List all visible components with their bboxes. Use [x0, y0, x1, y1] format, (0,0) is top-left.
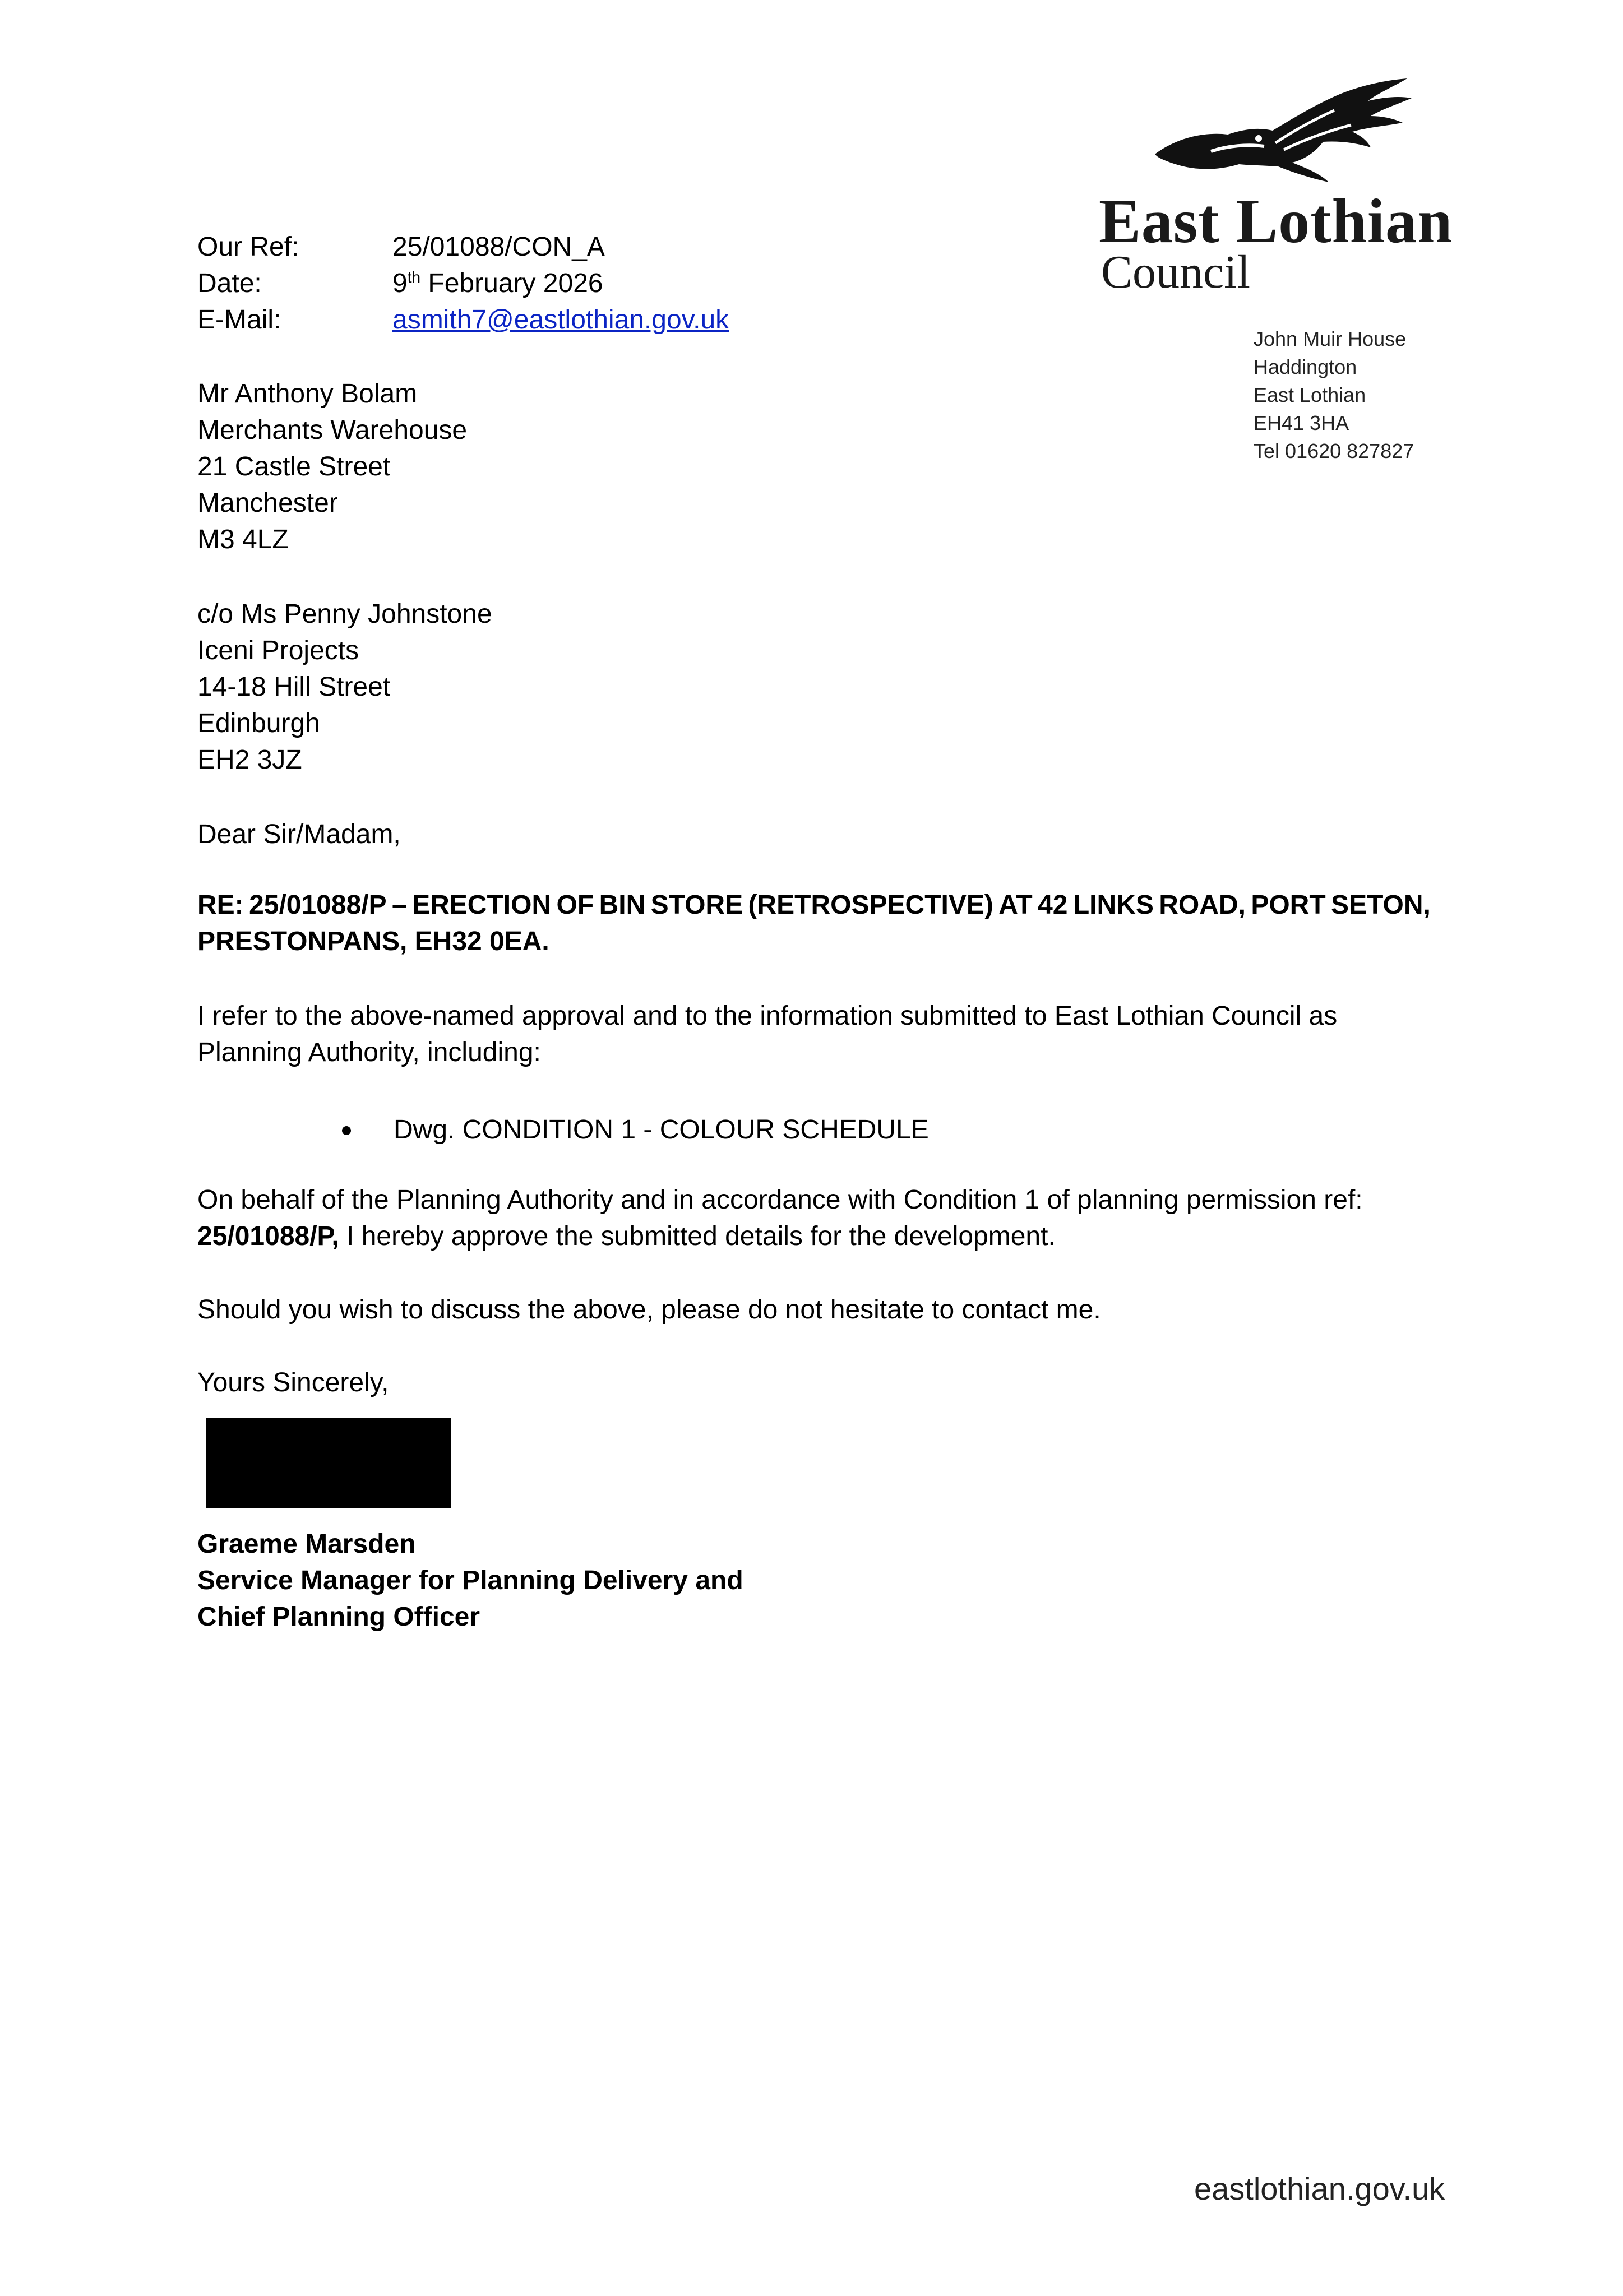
intro-line: Planning Authority, including: — [197, 1038, 541, 1067]
logo-wordmark-east-lothian: East Lothian — [1099, 187, 1453, 256]
subject-word: 25/01088/P — [249, 890, 387, 920]
closing: Yours Sincerely, — [197, 1368, 389, 1397]
salutation: Dear Sir/Madam, — [197, 820, 401, 849]
approval-ref: 25/01088/P, — [197, 1221, 339, 1251]
council-address-line: John Muir House — [1254, 327, 1407, 350]
recipient-line: M3 4LZ — [197, 525, 289, 554]
subject-word: PORT — [1251, 890, 1326, 920]
agent-address — [197, 596, 492, 778]
recipient-line: 21 Castle Street — [197, 452, 391, 482]
council-address-line: East Lothian — [1254, 383, 1366, 406]
intro-paragraph — [197, 998, 1337, 1071]
approval-text: I hereby approve the submitted details for the development. — [339, 1221, 1056, 1251]
approval-line: On behalf of the Planning Authority and in accordance with Condition 1 of planning permission ref: — [197, 1185, 1363, 1215]
signatory-block — [197, 1526, 743, 1635]
signatory-title: Chief Planning Officer — [197, 1602, 480, 1632]
recipient-address — [197, 376, 467, 558]
council-address — [1254, 325, 1414, 465]
subject-word: RE: — [197, 890, 244, 920]
agent-line: c/o Ms Penny Johnstone — [197, 599, 492, 629]
council-address-line: Haddington — [1254, 355, 1357, 378]
subject-line-1 — [197, 887, 1431, 923]
agent-line: Iceni Projects — [197, 636, 359, 665]
signatory-name: Graeme Marsden — [197, 1529, 416, 1559]
recipient-line: Mr Anthony Bolam — [197, 379, 418, 409]
subject-word: STORE — [650, 890, 743, 920]
subject-word: (RETROSPECTIVE) — [748, 890, 993, 920]
intro-line: I refer to the above-named approval and to the information submitted to East Lothian Council as — [197, 1001, 1338, 1031]
contact-paragraph: Should you wish to discuss the above, please do not hesitate to contact me. — [197, 1295, 1101, 1325]
subject-word: OF — [556, 890, 594, 920]
drawing-reference: Dwg. CONDITION 1 - COLOUR SCHEDULE — [394, 1115, 929, 1145]
recipient-line: Manchester — [197, 488, 338, 518]
subject-heading — [197, 887, 1431, 960]
subject-word: AT — [998, 890, 1033, 920]
email-label: E-Mail: — [197, 305, 281, 335]
bird-of-prey-icon — [1144, 76, 1424, 188]
approval-paragraph — [197, 1182, 1363, 1255]
subject-word: SETON, — [1331, 890, 1431, 920]
subject-line-2: PRESTONPANS, EH32 0EA. — [197, 927, 549, 956]
footer-website: eastlothian.gov.uk — [1194, 2171, 1445, 2206]
date-label: Date: — [197, 269, 262, 298]
email-link[interactable]: asmith7@eastlothian.gov.uk — [392, 305, 729, 335]
council-address-line: EH41 3HA — [1254, 411, 1349, 434]
recipient-line: Merchants Warehouse — [197, 415, 468, 445]
bullet-icon — [342, 1126, 351, 1135]
subject-word: 42 — [1038, 890, 1068, 920]
council-phone: Tel 01620 827827 — [1254, 439, 1414, 462]
date-value — [392, 265, 603, 302]
subject-word: – — [392, 890, 407, 920]
date-ordinal-suffix: th — [407, 269, 421, 286]
logo-wordmark-council: Council — [1101, 246, 1250, 298]
agent-line: EH2 3JZ — [197, 745, 302, 775]
our-ref-value: 25/01088/CON_A — [392, 232, 605, 262]
subject-word: LINKS — [1072, 890, 1154, 920]
date-month-year: February 2026 — [420, 269, 603, 298]
date-day: 9 — [392, 269, 408, 298]
subject-word: BIN — [599, 890, 646, 920]
subject-word: ROAD, — [1159, 890, 1246, 920]
council-logo — [1099, 76, 1525, 298]
agent-line: Edinburgh — [197, 709, 320, 738]
subject-word: ERECTION — [412, 890, 552, 920]
agent-line: 14-18 Hill Street — [197, 672, 391, 702]
approval-line — [197, 1218, 1363, 1255]
signatory-title: Service Manager for Planning Delivery and — [197, 1566, 743, 1595]
redacted-signature — [206, 1418, 451, 1508]
our-ref-label: Our Ref: — [197, 232, 299, 262]
